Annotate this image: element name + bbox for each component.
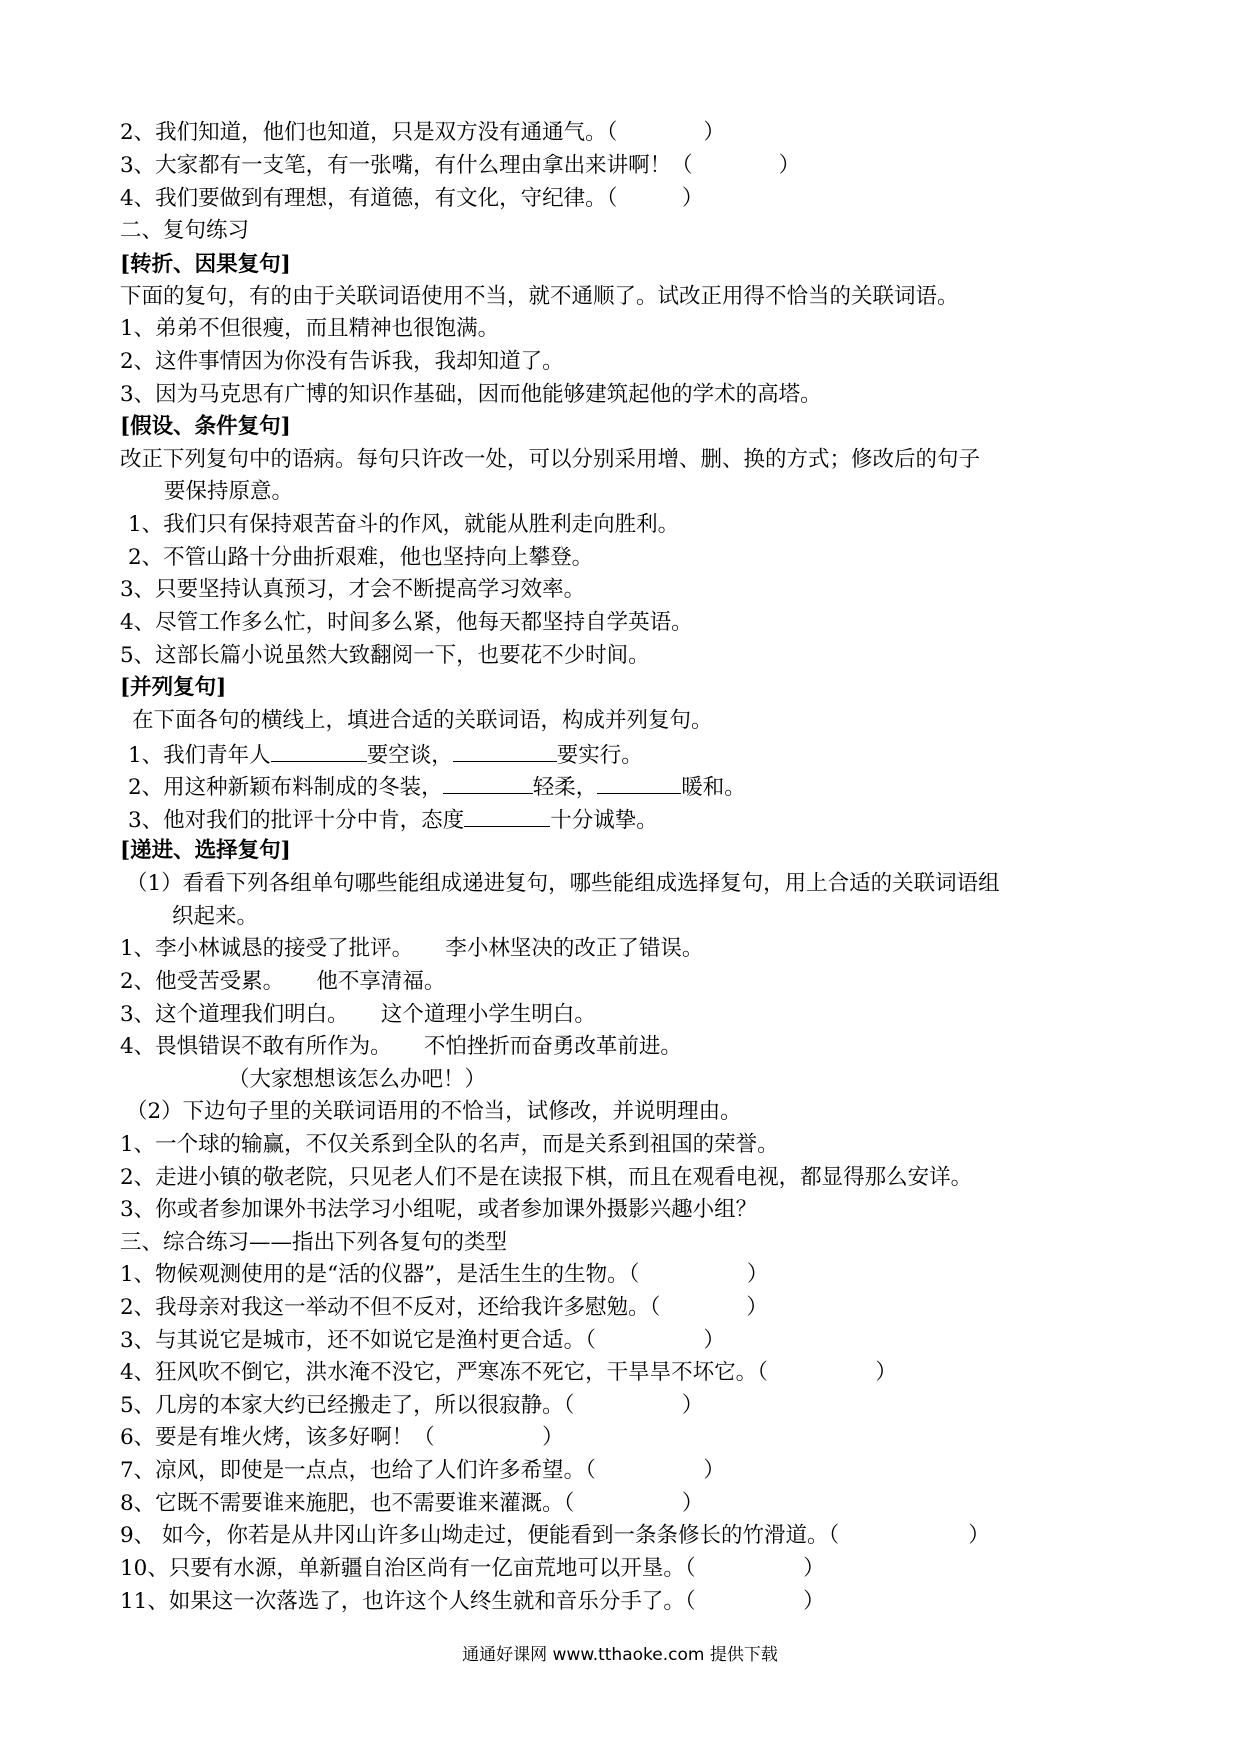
question-line: 1、弟弟不但很瘦，而且精神也很饱满。 — [120, 316, 500, 341]
question-line: 8、它既不需要谁来施肥，也不需要谁来灌溉。（ ） — [120, 1491, 704, 1516]
question-text: 轻柔， — [532, 775, 598, 800]
question-text: 1、我们青年人 — [128, 743, 271, 768]
question-line: 1、我们只有保持艰苦奋斗的作风，就能从胜利走向胜利。 — [128, 512, 680, 537]
question-line: 2、我母亲对我这一举动不但不反对，还给我许多慰勉。（ ） — [120, 1295, 768, 1320]
question-line: 1、李小林诚恳的接受了批评。 李小林坚决的改正了错误。 — [120, 936, 704, 961]
section-heading: 二、复句练习 — [120, 218, 250, 243]
question-text: 暖和。 — [681, 775, 746, 800]
instruction-text: 织起来。 — [172, 904, 259, 929]
question-line: 2、我们知道，他们也知道，只是双方没有通通气。（ ） — [120, 120, 725, 145]
fill-blank-question — [128, 739, 643, 771]
question-line: 2、这件事情因为你没有告诉我，我却知道了。 — [120, 349, 564, 374]
question-line: 3、这个道理我们明白。 这个道理小学生明白。 — [120, 1002, 596, 1027]
question-line: 2、不管山路十分曲折艰难，他也坚持向上攀登。 — [128, 545, 594, 570]
question-line: 1、物候观测使用的是“活的仪器”，是活生生的生物。（ ） — [120, 1262, 769, 1287]
fill-blank-question — [128, 804, 658, 836]
instruction-text: 在下面各句的横线上，填进合适的关联词语，构成并列复句。 — [132, 708, 713, 733]
question-text: 3、他对我们的批评十分中肯，态度 — [128, 808, 465, 833]
question-text: 十分诚挚。 — [550, 808, 658, 833]
question-line: 5、这部长篇小说虽然大致翻阅一下，也要花不少时间。 — [120, 643, 650, 668]
question-line: 3、你或者参加课外书法学习小组呢，或者参加课外摄影兴趣小组？ — [120, 1197, 758, 1222]
question-line: 6、要是有堆火烤，该多好啊！（ ） — [120, 1425, 564, 1450]
question-line: 4、狂风吹不倒它，洪水淹不没它，严寒冻不死它，干旱旱不坏它。（ ） — [120, 1360, 897, 1385]
instruction-text: 改正下列复句中的语病。每句只许改一处，可以分别采用增、删、换的方式；修改后的句子 — [120, 447, 981, 472]
instruction-text: （2）下边句子里的关联词语用的不恰当，试修改，并说明理由。 — [126, 1099, 742, 1124]
question-line: 11、如果这一次落选了，也许这个人终生就和音乐分手了。（ ） — [120, 1589, 825, 1614]
subsection-heading: [转折、因果复句] — [120, 252, 291, 277]
section-heading: 三、综合练习——指出下列各复句的类型 — [120, 1230, 508, 1255]
question-line: 7、凉风，即使是一点点，也给了人们许多希望。（ ） — [120, 1458, 725, 1483]
question-line: 3、与其说它是城市，还不如说它是渔村更合适。（ ） — [120, 1328, 725, 1353]
question-line: 4、尽管工作多么忙，时间多么紧，他每天都坚持自学英语。 — [120, 610, 693, 635]
question-line: 3、只要坚持认真预习，才会不断提高学习效率。 — [120, 577, 586, 602]
question-line: 5、几房的本家大约已经搬走了，所以很寂静。（ ） — [120, 1393, 704, 1418]
question-text: 2、用这种新颖布料制成的冬装， — [128, 775, 443, 800]
question-line: 2、走进小镇的敬老院，只见老人们不是在读报下棋，而且在观看电视，都显得那么安详。 — [120, 1165, 973, 1190]
footer-credit: 通通好课网 www.tthaoke.com 提供下载 — [462, 1645, 778, 1665]
question-line: 4、我们要做到有理想，有道德，有文化，守纪律。（ ） — [120, 186, 704, 211]
instruction-text: 要保持原意。 — [164, 479, 294, 504]
instruction-text: （1）看看下列各组单句哪些能组成递进复句，哪些能组成选择复句，用上合适的关联词语组 — [126, 871, 1000, 896]
answer-blank[interactable] — [453, 739, 557, 762]
hint-text: （大家想想该怎么办吧！） — [228, 1067, 487, 1092]
fill-blank-question — [128, 771, 746, 803]
subsection-heading: [并列复句] — [120, 675, 227, 700]
instruction-text: 下面的复句，有的由于关联词语使用不当，就不通顺了。试改正用得不恰当的关联词语。 — [120, 284, 959, 309]
question-line: 4、畏惧错误不敢有所作为。 不怕挫折而奋勇改革前进。 — [120, 1034, 682, 1059]
question-line: 3、因为马克思有广博的知识作基础，因而他能够建筑起他的学术的高塔。 — [120, 382, 822, 407]
question-text: 要空谈， — [366, 743, 453, 768]
question-line: 10、只要有水源，单新疆自治区尚有一亿亩荒地可以开垦。（ ） — [120, 1556, 825, 1581]
question-line: 3、大家都有一支笔，有一张嘴，有什么理由拿出来讲啊！（ ） — [120, 153, 801, 178]
answer-blank[interactable] — [597, 771, 681, 794]
question-line: 1、一个球的输赢，不仅关系到全队的名声，而是关系到祖国的荣誉。 — [120, 1132, 779, 1157]
subsection-heading: [递进、选择复句] — [120, 838, 291, 863]
question-line: 9、 如今，你若是从井冈山许多山坳走过，便能看到一条条修长的竹滑道。（ ） — [120, 1523, 990, 1548]
question-text: 要实行。 — [556, 743, 643, 768]
answer-blank[interactable] — [464, 804, 550, 827]
answer-blank[interactable] — [443, 771, 533, 794]
subsection-heading: [假设、条件复句] — [120, 414, 291, 439]
question-line: 2、他受苦受累。 他不享清福。 — [120, 969, 446, 994]
answer-blank[interactable] — [271, 739, 367, 762]
